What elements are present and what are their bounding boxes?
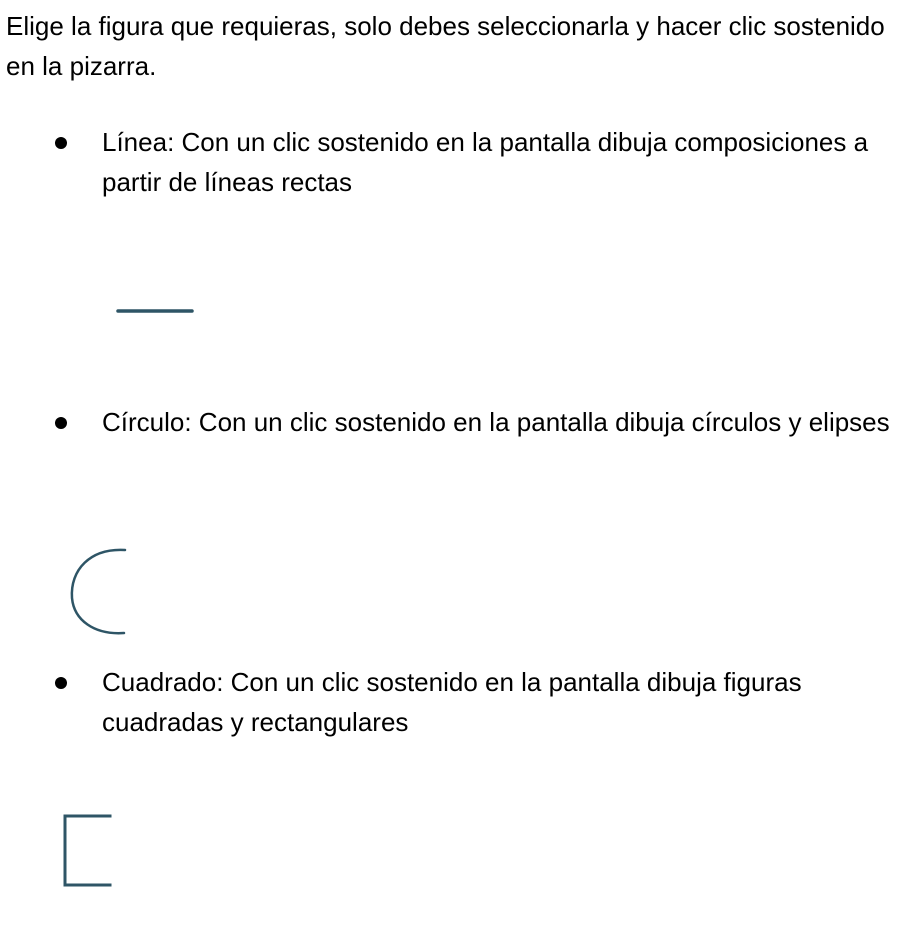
list-item-text: Círculo: Con un clic sostenido en la pantalla dibuja círculos y elipses xyxy=(102,407,890,437)
list-item-text: Línea: Con un clic sostenido en la pantalla dibuja composiciones a partir de líneas rectas xyxy=(102,127,869,197)
circle-icon xyxy=(60,540,135,645)
list-item-text: Cuadrado: Con un clic sostenido en la pantalla dibuja figuras cuadradas y rectangulares xyxy=(102,667,802,737)
bullet-icon xyxy=(55,417,67,429)
line-icon xyxy=(110,296,200,326)
bullet-icon xyxy=(55,677,67,689)
bullet-icon xyxy=(55,137,67,149)
square-icon xyxy=(55,806,120,896)
intro-paragraph: Elige la figura que requieras, solo debes seleccionarla y hacer clic sostenido en la pizarra. xyxy=(6,11,885,81)
